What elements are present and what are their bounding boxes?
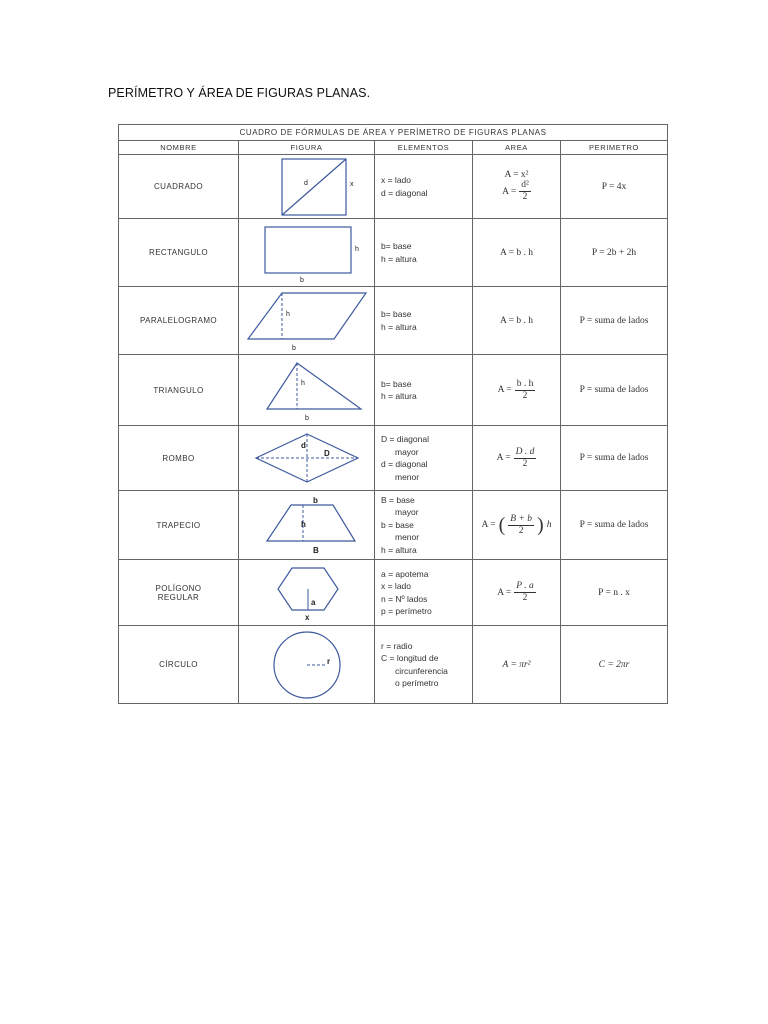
table-row: [119, 491, 668, 560]
label-r: r: [326, 656, 330, 666]
element-line: circunferencia: [395, 665, 448, 676]
elements-paralelogramo: [375, 287, 473, 355]
element-line: C = longitud de: [381, 653, 439, 663]
element-line: o perímetro: [395, 678, 439, 688]
area-formula: A = $\frac{P . a}{2}$: [497, 581, 534, 603]
table-caption: CUADRO DE FÓRMULAS DE ÁREA Y PERÍMETRO DE FIGURAS PLANAS: [119, 125, 668, 141]
figure-square: [239, 155, 375, 219]
area-formula: A = $\frac{b . h}{2}$: [497, 378, 534, 401]
table-row: [119, 560, 668, 626]
perimeter-rombo: P = suma de lados: [561, 426, 668, 491]
element-line: h = altura: [381, 253, 417, 264]
area-trapecio: [473, 491, 561, 560]
element-line: n = Nº lados: [381, 593, 428, 604]
element-line: a = apotema: [381, 568, 429, 579]
table-row: [119, 219, 668, 287]
label-b: b: [291, 344, 296, 352]
label-x: x: [349, 180, 353, 188]
figure-circle: [239, 626, 375, 704]
label-D: D: [323, 449, 330, 458]
element-line: h = altura: [381, 391, 417, 401]
element-line: b= base: [381, 241, 412, 251]
figure-trapezoid: [239, 491, 375, 560]
header-elementos: ELEMENTOS: [375, 141, 473, 155]
header-perimetro: PERIMETRO: [561, 141, 668, 155]
table-row: [119, 155, 668, 219]
figure-parallelogram: [239, 287, 375, 355]
element-line: x = lado: [381, 581, 412, 591]
area-rombo: [473, 426, 561, 491]
label-h: h: [354, 245, 359, 253]
area-formula: A = $\frac{D . d}{2}$: [496, 446, 535, 469]
element-line: b= base: [381, 378, 412, 389]
label-d: d: [303, 179, 308, 187]
figure-triangle: [239, 355, 375, 426]
element-line: p = perímetro: [381, 606, 432, 616]
area-circulo: A = πr²: [473, 626, 561, 704]
perimeter-circulo: C = 2πr: [561, 626, 668, 704]
element-line: mayor: [395, 446, 419, 457]
figure-rhombus: [239, 426, 375, 491]
row-name-paralelogramo: PARALELOGRAMO: [119, 287, 239, 355]
table-row: [119, 287, 668, 355]
elements-circulo: [375, 626, 473, 704]
figure-rectangle: [239, 219, 375, 287]
area-poligono: [473, 560, 561, 626]
area-triangulo: [473, 355, 561, 426]
element-line: d = diagonal: [381, 459, 428, 469]
elements-cuadrado: [375, 155, 473, 219]
table-row: [119, 355, 668, 426]
row-name-triangulo: TRIANGULO: [119, 355, 239, 426]
label-b: b: [304, 415, 309, 422]
elements-rombo: [375, 426, 473, 491]
element-line: x = lado: [381, 175, 412, 185]
perimeter-trapecio: P = suma de lados: [561, 491, 668, 560]
elements-trapecio: [375, 491, 473, 560]
area-formula-1: A = x²: [504, 170, 529, 180]
formula-table-grid: [118, 124, 668, 704]
name-line-1: POLÍGONO: [155, 583, 202, 593]
label-B: B: [312, 546, 319, 555]
area-formula-2: A = $\frac{\text{d²}}{2}$: [502, 180, 529, 202]
element-line: B = base: [381, 494, 415, 505]
header-figura: FIGURA: [239, 141, 375, 155]
elements-rectangulo: [375, 219, 473, 287]
label-h: h: [300, 520, 306, 529]
row-name-circulo: CÍRCULO: [119, 626, 239, 704]
perimeter-cuadrado: P = 4x: [561, 155, 668, 219]
perimeter-poligono: P = n . x: [561, 560, 668, 626]
label-h: h: [300, 380, 305, 387]
element-line: b = base: [381, 519, 414, 530]
row-name-rectangulo: RECTANGULO: [119, 219, 239, 287]
perimeter-triangulo: P = suma de lados: [561, 355, 668, 426]
page-title: PERÍMETRO Y ÁREA DE FIGURAS PLANAS.: [108, 86, 371, 100]
elements-poligono: [375, 560, 473, 626]
formula-table: [118, 124, 667, 700]
perimeter-paralelogramo: P = suma de lados: [561, 287, 668, 355]
label-d: d: [300, 441, 306, 450]
element-line: h = altura: [381, 321, 417, 332]
row-name-poligono-regular: [119, 560, 239, 626]
label-b: b: [299, 276, 304, 284]
header-area: AREA: [473, 141, 561, 155]
row-name-trapecio: TRAPECIO: [119, 491, 239, 560]
element-line: menor: [395, 471, 420, 482]
elements-triangulo: [375, 355, 473, 426]
element-line: d = diagonal: [381, 187, 428, 198]
area-rectangulo: A = b . h: [473, 219, 561, 287]
label-h: h: [285, 310, 290, 318]
element-line: h = altura: [381, 544, 417, 555]
row-name-rombo: ROMBO: [119, 426, 239, 491]
element-line: b= base: [381, 309, 412, 319]
area-cuadrado: [473, 155, 561, 219]
element-line: mayor: [395, 507, 419, 518]
table-row: [119, 426, 668, 491]
element-line: r = radio: [381, 640, 413, 651]
area-paralelogramo: A = b . h: [473, 287, 561, 355]
label-a: a: [310, 597, 315, 607]
area-formula: A = ( $\frac{B + b}{2}$ ) h: [481, 513, 552, 536]
label-x: x: [304, 612, 309, 622]
label-b: b: [312, 496, 318, 505]
table-row: [119, 626, 668, 704]
element-line: menor: [395, 532, 420, 543]
header-nombre: NOMBRE: [119, 141, 239, 155]
row-name-cuadrado: CUADRADO: [119, 155, 239, 219]
figure-regular-polygon: [239, 560, 375, 626]
element-line: D = diagonal: [381, 434, 429, 444]
perimeter-rectangulo: P = 2b + 2h: [561, 219, 668, 287]
name-line-2: REGULAR: [157, 592, 200, 602]
